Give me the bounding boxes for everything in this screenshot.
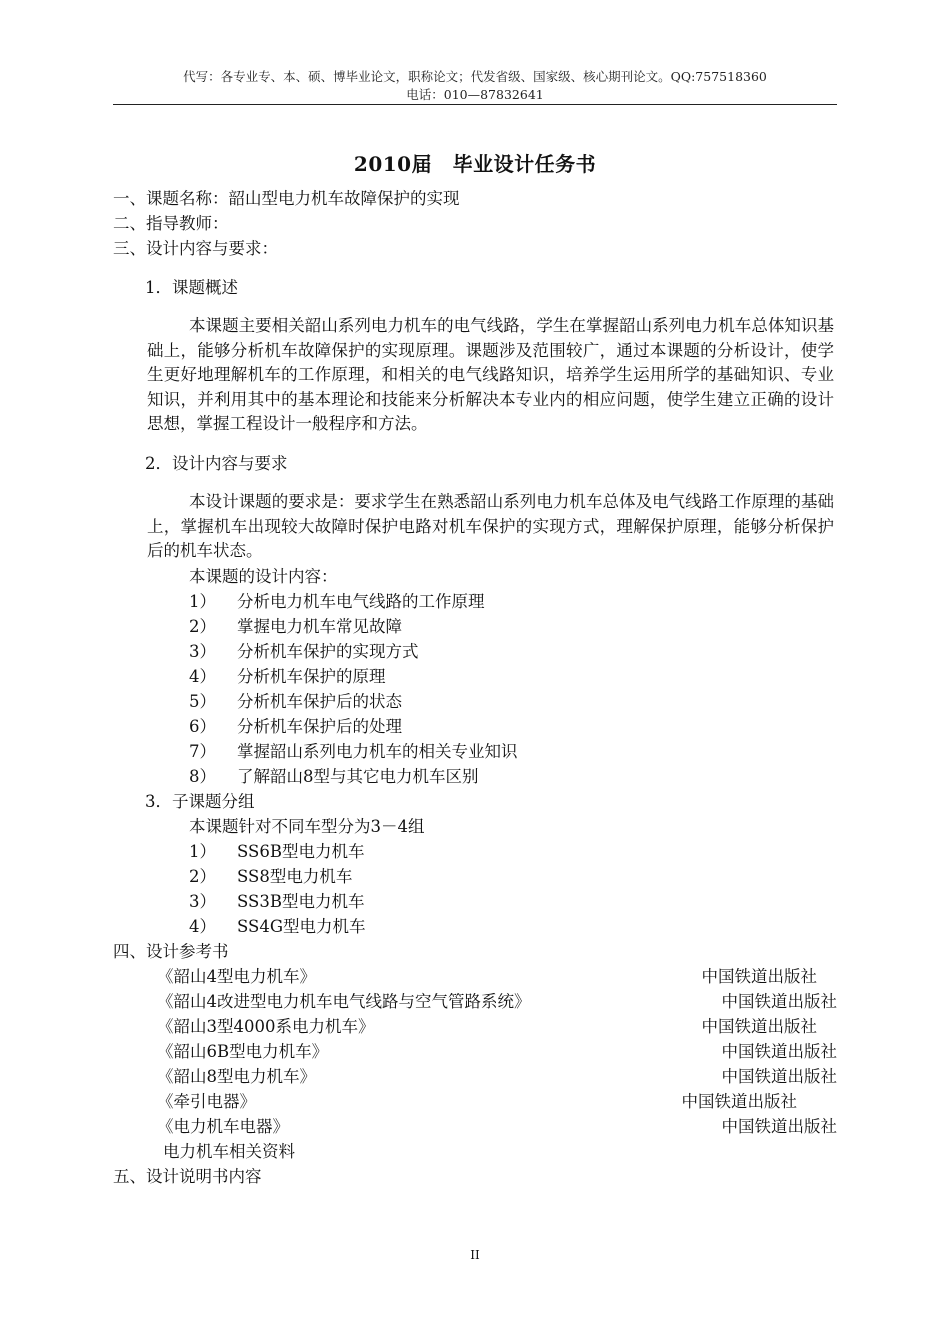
section-advisor: 二、指导教师： — [113, 214, 229, 233]
design-content-list — [113, 589, 837, 789]
document-title: 2010届 毕业设计任务书 — [353, 152, 597, 176]
grouping-intro: 本课题针对不同车型分为3－4组 — [189, 816, 425, 836]
list-item: 3） 分析机车保护的实现方式 — [189, 641, 419, 661]
reference-list — [113, 964, 837, 1164]
list-item: 2） SS8型电力机车 — [189, 866, 353, 886]
header-advert-line: 代写：各专业专、本、硕、博毕业论文，职称论文；代发省级、国家级、核心期刊论文。QQ:757518360 — [183, 69, 767, 84]
subsection-overview-heading: 1．课题概述 — [145, 278, 238, 297]
requirements-paragraph: 本设计课题的要求是：要求学生在熟悉韶山系列电力机车总体及电气线路工作原理的基础上，掌握机车出现较大故障时保护电路对机车保护的实现方式，理解保护原理，能够分析保护后的机车状态。 — [147, 491, 834, 561]
list-item: 5） 分析机车保护后的状态 — [189, 691, 402, 711]
list-item: 6） 分析机车保护后的处理 — [189, 716, 402, 736]
header-phone-line: 电话：010—87832641 — [406, 87, 544, 102]
page-header — [113, 68, 837, 104]
subsection-grouping-heading: 3．子课题分组 — [145, 791, 255, 811]
reference-item: 《韶山3型4000系电力机车》 中国铁道出版社 — [157, 1016, 817, 1036]
reference-item: 《韶山4型电力机车》 中国铁道出版社 — [157, 966, 817, 986]
reference-item: 《韶山6B型电力机车》 中国铁道出版社 — [157, 1041, 837, 1061]
list-item: 2） 掌握电力机车常见故障 — [189, 616, 402, 636]
list-item: 4） 分析机车保护的原理 — [189, 666, 386, 686]
document-body — [113, 186, 837, 1189]
grouping-list — [113, 839, 837, 939]
reference-item: 《韶山4改进型电力机车电气线路与空气管路系统》 中国铁道出版社 — [157, 991, 837, 1011]
list-item: 8） 了解韶山8型与其它电力机车区别 — [189, 766, 479, 786]
page-number: II — [470, 1248, 480, 1262]
section-references: 四、设计参考书 — [113, 941, 229, 961]
subsection-requirements-heading: 2．设计内容与要求 — [145, 453, 288, 473]
section-manual-content: 五、设计说明书内容 — [113, 1166, 262, 1186]
list-item: 1） 分析电力机车电气线路的工作原理 — [189, 591, 485, 611]
section-design-content: 三、设计内容与要求： — [113, 239, 278, 258]
design-content-intro: 本课题的设计内容： — [189, 566, 338, 586]
header-divider — [113, 104, 837, 105]
reference-item: 《韶山8型电力机车》 中国铁道出版社 — [157, 1066, 837, 1086]
reference-item: 《电力机车电器》 中国铁道出版社 — [157, 1116, 837, 1136]
list-item: 3） SS3B型电力机车 — [189, 891, 365, 911]
list-item: 7） 掌握韶山系列电力机车的相关专业知识 — [189, 741, 518, 761]
reference-extra: 电力机车相关资料 — [163, 1141, 295, 1161]
overview-paragraph: 本课题主要相关韶山系列电力机车的电气线路，学生在掌握韶山系列电力机车总体知识基础上，能够分析机车故障保护的实现原理。课题涉及范围较广，通过本课题的分析设计，使学生更好地理解机车的工作原理，和相关的电气线路知识，培养学生运用所学的基础知识、专业知识，并利用其中的基本理论和技能来分析解决本专业内的相应问题，使学生建立正确的设计思想，掌握工程设计一般程序和方法。 — [147, 316, 834, 434]
reference-item: 《牵引电器》 中国铁道出版社 — [157, 1091, 797, 1111]
section-topic-name: 一、课题名称：韶山型电力机车故障保护的实现 — [113, 189, 460, 208]
list-item: 4） SS4G型电力机车 — [189, 916, 366, 936]
list-item: 1） SS6B型电力机车 — [189, 841, 365, 861]
